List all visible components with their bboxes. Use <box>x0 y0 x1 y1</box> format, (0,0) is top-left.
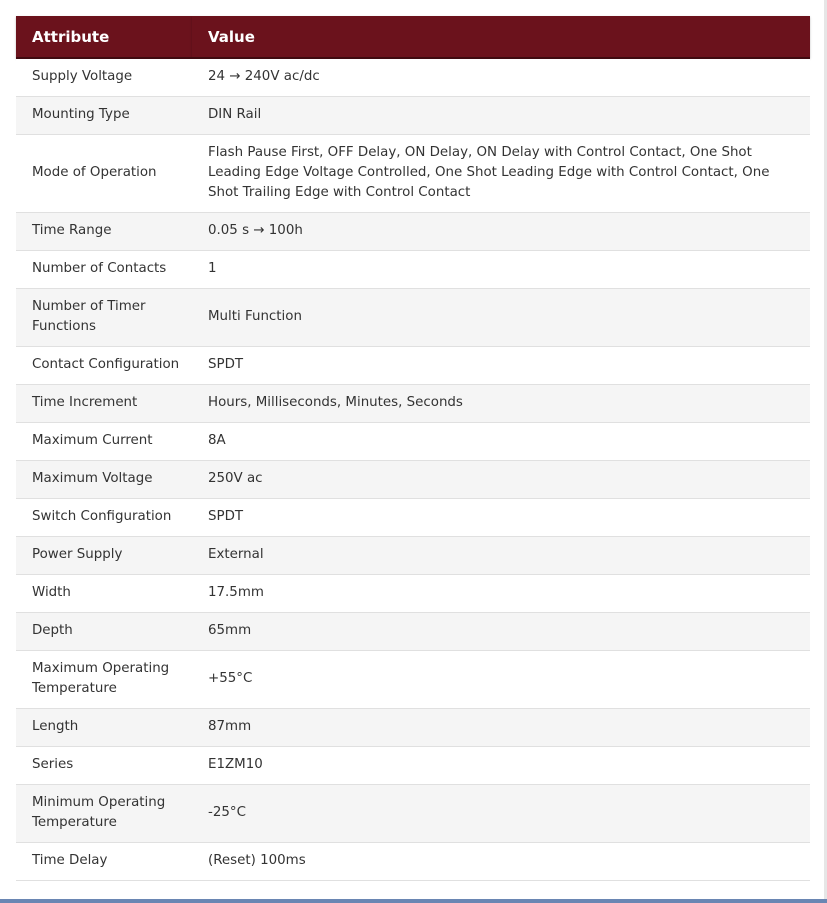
attribute-cell: Minimum Operating Temperature <box>16 785 192 843</box>
value-cell: 250V ac <box>192 461 810 499</box>
table-header <box>16 16 810 58</box>
attribute-cell: Maximum Voltage <box>16 461 192 499</box>
table-row <box>16 423 810 461</box>
table-row <box>16 499 810 537</box>
table-row <box>16 461 810 499</box>
attribute-cell: Supply Voltage <box>16 58 192 97</box>
value-cell: 65mm <box>192 613 810 651</box>
table-row <box>16 385 810 423</box>
value-cell: Hours, Milliseconds, Minutes, Seconds <box>192 385 810 423</box>
value-cell: 0.05 s → 100h <box>192 213 810 251</box>
value-cell: -25°C <box>192 785 810 843</box>
table-row <box>16 213 810 251</box>
value-cell: External <box>192 537 810 575</box>
attribute-cell: Time Range <box>16 213 192 251</box>
attribute-cell: Mode of Operation <box>16 135 192 213</box>
value-cell: E1ZM10 <box>192 747 810 785</box>
value-cell: (Reset) 100ms <box>192 843 810 881</box>
table-row <box>16 347 810 385</box>
table-row <box>16 709 810 747</box>
value-cell: SPDT <box>192 499 810 537</box>
table-row <box>16 575 810 613</box>
value-cell: 24 → 240V ac/dc <box>192 58 810 97</box>
attribute-cell: Width <box>16 575 192 613</box>
table-row <box>16 58 810 97</box>
attribute-cell: Power Supply <box>16 537 192 575</box>
table-row <box>16 135 810 213</box>
value-cell: Multi Function <box>192 289 810 347</box>
attribute-cell: Series <box>16 747 192 785</box>
value-cell: +55°C <box>192 651 810 709</box>
value-cell: 8A <box>192 423 810 461</box>
attribute-cell: Number of Timer Functions <box>16 289 192 347</box>
table-row <box>16 251 810 289</box>
bottom-edge-bar <box>0 899 827 903</box>
table-body <box>16 58 810 881</box>
attribute-cell: Maximum Current <box>16 423 192 461</box>
attribute-cell: Mounting Type <box>16 97 192 135</box>
table-row <box>16 289 810 347</box>
value-cell: DIN Rail <box>192 97 810 135</box>
attribute-cell: Depth <box>16 613 192 651</box>
value-cell: 87mm <box>192 709 810 747</box>
attribute-cell: Number of Contacts <box>16 251 192 289</box>
attribute-cell: Time Increment <box>16 385 192 423</box>
attribute-cell: Contact Configuration <box>16 347 192 385</box>
table-row <box>16 651 810 709</box>
column-header-attribute: Attribute <box>16 16 192 58</box>
value-cell: SPDT <box>192 347 810 385</box>
header-row <box>16 16 810 58</box>
attribute-cell: Switch Configuration <box>16 499 192 537</box>
table-row <box>16 97 810 135</box>
specifications-table <box>16 16 810 881</box>
table-row <box>16 843 810 881</box>
attribute-cell: Time Delay <box>16 843 192 881</box>
table-row <box>16 747 810 785</box>
value-cell: 1 <box>192 251 810 289</box>
value-cell: Flash Pause First, OFF Delay, ON Delay, ON Delay with Control Contact, One Shot Leading Edge Voltage Controlled, One Shot Leading Edge with Control Contact, One Shot Trailing Edge with Control Contact <box>192 135 810 213</box>
table-row <box>16 613 810 651</box>
attribute-cell: Maximum Operating Temperature <box>16 651 192 709</box>
table-row <box>16 785 810 843</box>
column-header-value: Value <box>192 16 810 58</box>
attribute-cell: Length <box>16 709 192 747</box>
table-row <box>16 537 810 575</box>
value-cell: 17.5mm <box>192 575 810 613</box>
